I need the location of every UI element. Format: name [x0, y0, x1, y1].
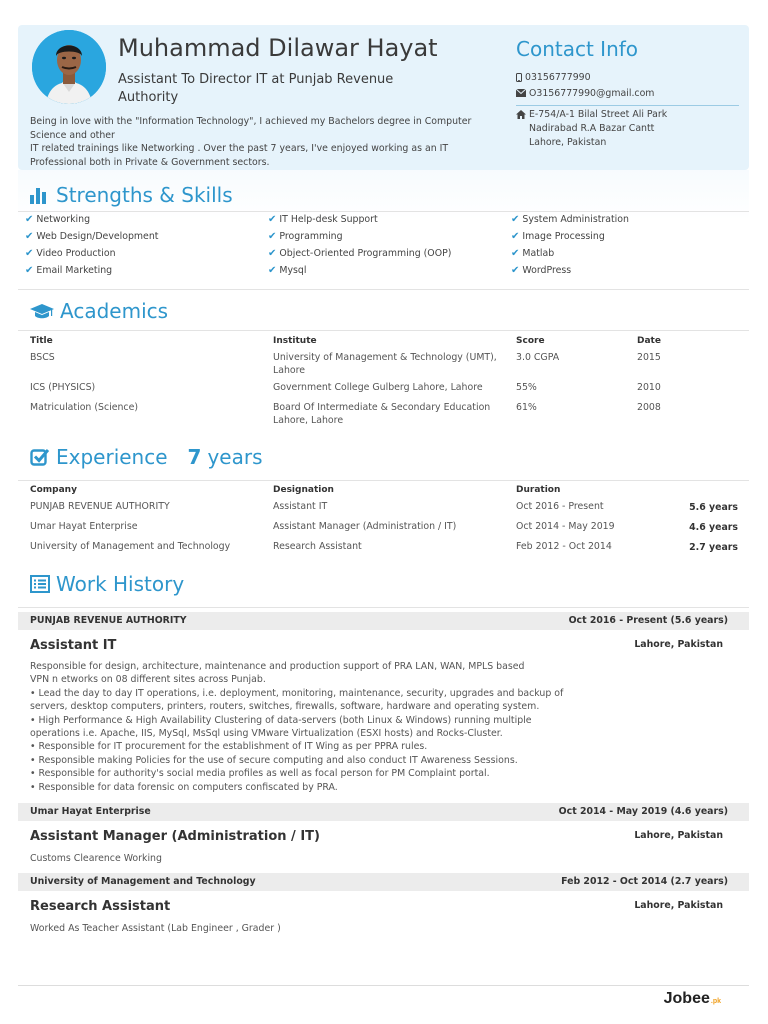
work-location: Lahore, Pakistan	[634, 900, 723, 911]
work-entry-bar	[18, 612, 749, 630]
skill-label: Email Marketing	[36, 265, 113, 276]
brand-name: Jobee	[663, 990, 710, 1007]
academics-header-date: Date	[637, 336, 661, 346]
experience-cell: PUNJAB REVENUE AUTHORITY	[30, 501, 170, 512]
checkmark-icon: ✔	[268, 248, 277, 259]
experience-years-number: 7	[187, 445, 202, 469]
experience-years: 4.6 years	[689, 522, 738, 533]
summary-text: Being in love with the "Information Technology", I achieved my Bachelors degree in Computer Science and other IT related trainings like Networking . Over the past 7 years, I've enjoyed working as an IT Professional both in Private & Government sectors.	[30, 116, 472, 168]
home-icon	[516, 110, 526, 119]
experience-header-designation: Designation	[273, 485, 334, 495]
skill-label: WordPress	[522, 265, 572, 276]
work-history-rule	[18, 607, 749, 608]
academics-cell: 2015	[637, 352, 661, 363]
academics-cell: ICS (PHYSICS)	[30, 382, 96, 393]
work-description: Responsible for design, architecture, maintenance and production support of PRA LAN, WAN, MPLS based VPN n etworks on 08 different sites across Punjab. • Lead the day to day IT operations, i.e. deployment, monitoring, maintenance, security, upgrades and backup of servers, desktop computers, printers, routers, switches, firewalls, software, hardware and operating system. • High Performance & High Availability Clustering of data-servers (both Linux & Windows) running multiple operations i.e. Apache, IIS, MySql, MsSql using VMware Virtualization (ESXI hosts) and Rocks-Cluster. • Responsible for IT procurement for the establishment of IT Wing as per PPRA rules. • Responsible making Policies for the use of secure computing and also conduct IT Awareness Sessions. • Responsible for authority's social media profiles as well as focal person for PM Complaint portal. • Responsible for data forensic on computers confiscated by PRA.	[30, 661, 564, 793]
skill-label: Matlab	[522, 248, 555, 259]
work-history-title-text: Work History	[56, 572, 185, 596]
academics-cell: 2008	[637, 402, 661, 413]
work-company: Umar Hayat Enterprise	[30, 806, 151, 817]
skill-item	[511, 214, 629, 225]
profile-photo	[32, 30, 106, 104]
skill-item	[268, 214, 378, 225]
experience-header-duration: Duration	[516, 485, 561, 495]
skill-item	[25, 265, 112, 276]
academics-cell: BSCS	[30, 352, 55, 363]
experience-cell: Oct 2014 - May 2019	[516, 521, 615, 532]
work-duration: Oct 2016 - Present (5.6 years)	[568, 615, 728, 626]
profile-job-title: Assistant To Director IT at Punjab Revenue Authority	[118, 72, 394, 105]
checkmark-icon: ✔	[25, 214, 34, 225]
skill-label: Object-Oriented Programming (OOP)	[279, 248, 452, 259]
address-text: E-754/A-1 Bilal Street Ali Park Nadirabad R.A Bazar Cantt Lahore, Pakistan	[529, 109, 668, 148]
skill-item	[511, 265, 571, 276]
work-entry-bar	[18, 873, 749, 891]
work-role: Assistant IT	[30, 638, 117, 653]
skill-item	[25, 248, 116, 259]
skill-item	[511, 248, 554, 259]
checkmark-icon: ✔	[25, 248, 34, 259]
academics-top-rule	[18, 289, 749, 290]
work-company: PUNJAB REVENUE AUTHORITY	[30, 615, 187, 626]
work-role: Assistant Manager (Administration / IT)	[30, 829, 320, 844]
academics-header-institute: Institute	[273, 336, 317, 346]
checkmark-icon: ✔	[25, 265, 34, 276]
skill-item	[511, 231, 605, 242]
experience-years: 2.7 years	[689, 542, 738, 553]
skill-item	[25, 231, 158, 242]
work-role: Research Assistant	[30, 899, 171, 914]
footer-rule	[18, 985, 749, 986]
checkmark-icon: ✔	[268, 214, 277, 225]
contact-address	[516, 108, 667, 150]
academics-cell: Government College Gulberg Lahore, Lahore	[273, 382, 483, 393]
work-description: Customs Clearence Working	[30, 853, 162, 864]
work-location: Lahore, Pakistan	[634, 830, 723, 841]
checkmark-icon: ✔	[511, 231, 520, 242]
academics-cell: 3.0 CGPA	[516, 352, 560, 363]
experience-cell: Feb 2012 - Oct 2014	[516, 541, 612, 552]
profile-summary	[30, 115, 490, 169]
skill-item	[268, 248, 451, 259]
academics-cell: 55%	[516, 382, 537, 393]
contact-divider	[516, 105, 739, 106]
contact-title: Contact Info	[516, 37, 639, 61]
experience-title-text: Experience	[56, 445, 168, 469]
brand-suffix: .pk	[710, 998, 721, 1005]
experience-header-company: Company	[30, 485, 77, 495]
academics-cell: Board Of Intermediate & Secondary Education Lahore, Lahore	[273, 402, 491, 426]
skills-title-text: Strengths & Skills	[56, 183, 233, 207]
academics-header-title: Title	[30, 336, 53, 346]
academics-header-score: Score	[516, 336, 545, 346]
skills-rule	[18, 211, 749, 212]
contact-phone	[516, 71, 591, 85]
academics-cell: University of Management & Technology (UMT), Lahore	[273, 352, 497, 376]
bar-chart-icon	[30, 186, 50, 204]
graduation-cap-icon	[30, 302, 54, 320]
experience-cell: Research Assistant	[273, 541, 362, 552]
experience-title	[30, 445, 263, 469]
skill-label: IT Help-desk Support	[279, 214, 378, 225]
phone-icon	[516, 73, 522, 82]
checkmark-icon: ✔	[268, 231, 277, 242]
experience-years: 5.6 years	[689, 502, 738, 513]
academics-title	[30, 299, 168, 323]
checkbox-checked-icon	[30, 447, 50, 467]
academics-rule	[18, 330, 749, 331]
skill-label: Web Design/Development	[36, 231, 159, 242]
profile-header	[18, 25, 749, 170]
list-icon	[30, 575, 50, 593]
experience-cell: University of Management and Technology	[30, 541, 231, 552]
checkmark-icon: ✔	[25, 231, 34, 242]
work-entry-bar	[18, 803, 749, 821]
academics-cell: 61%	[516, 402, 537, 413]
skill-label: Networking	[36, 214, 91, 225]
experience-years-label: years	[207, 445, 263, 469]
work-duration: Feb 2012 - Oct 2014 (2.7 years)	[561, 876, 728, 887]
work-history-title	[30, 572, 184, 596]
contact-email	[516, 87, 654, 101]
academics-cell: 2010	[637, 382, 661, 393]
email-text[interactable]: O3156777990@gmail.com	[529, 88, 655, 99]
jobee-logo[interactable]	[664, 990, 721, 1008]
experience-cell: Oct 2016 - Present	[516, 501, 604, 512]
work-location: Lahore, Pakistan	[634, 639, 723, 650]
skill-item	[268, 265, 306, 276]
skill-label: Image Processing	[522, 231, 605, 242]
skill-item	[268, 231, 343, 242]
skill-label: System Administration	[522, 214, 629, 225]
experience-cell: Umar Hayat Enterprise	[30, 521, 138, 532]
checkmark-icon: ✔	[268, 265, 277, 276]
academics-title-text: Academics	[60, 299, 169, 323]
experience-rule	[18, 480, 749, 481]
experience-cell: Assistant IT	[273, 501, 328, 512]
work-description: Worked As Teacher Assistant (Lab Engineer , Grader )	[30, 923, 281, 934]
work-duration: Oct 2014 - May 2019 (4.6 years)	[558, 806, 728, 817]
checkmark-icon: ✔	[511, 265, 520, 276]
skill-label: Mysql	[279, 265, 307, 276]
skill-label: Video Production	[36, 248, 116, 259]
work-company: University of Management and Technology	[30, 876, 256, 887]
experience-total-years	[188, 445, 263, 469]
skills-title	[30, 183, 233, 207]
academics-cell: Matriculation (Science)	[30, 402, 139, 413]
skill-item	[25, 214, 90, 225]
phone-text[interactable]: 03156777990	[525, 72, 591, 83]
envelope-icon	[516, 89, 526, 97]
skill-label: Programming	[279, 231, 343, 242]
checkmark-icon: ✔	[511, 248, 520, 259]
checkmark-icon: ✔	[511, 214, 520, 225]
profile-name: Muhammad Dilawar Hayat	[118, 34, 438, 62]
experience-cell: Assistant Manager (Administration / IT)	[273, 521, 457, 532]
